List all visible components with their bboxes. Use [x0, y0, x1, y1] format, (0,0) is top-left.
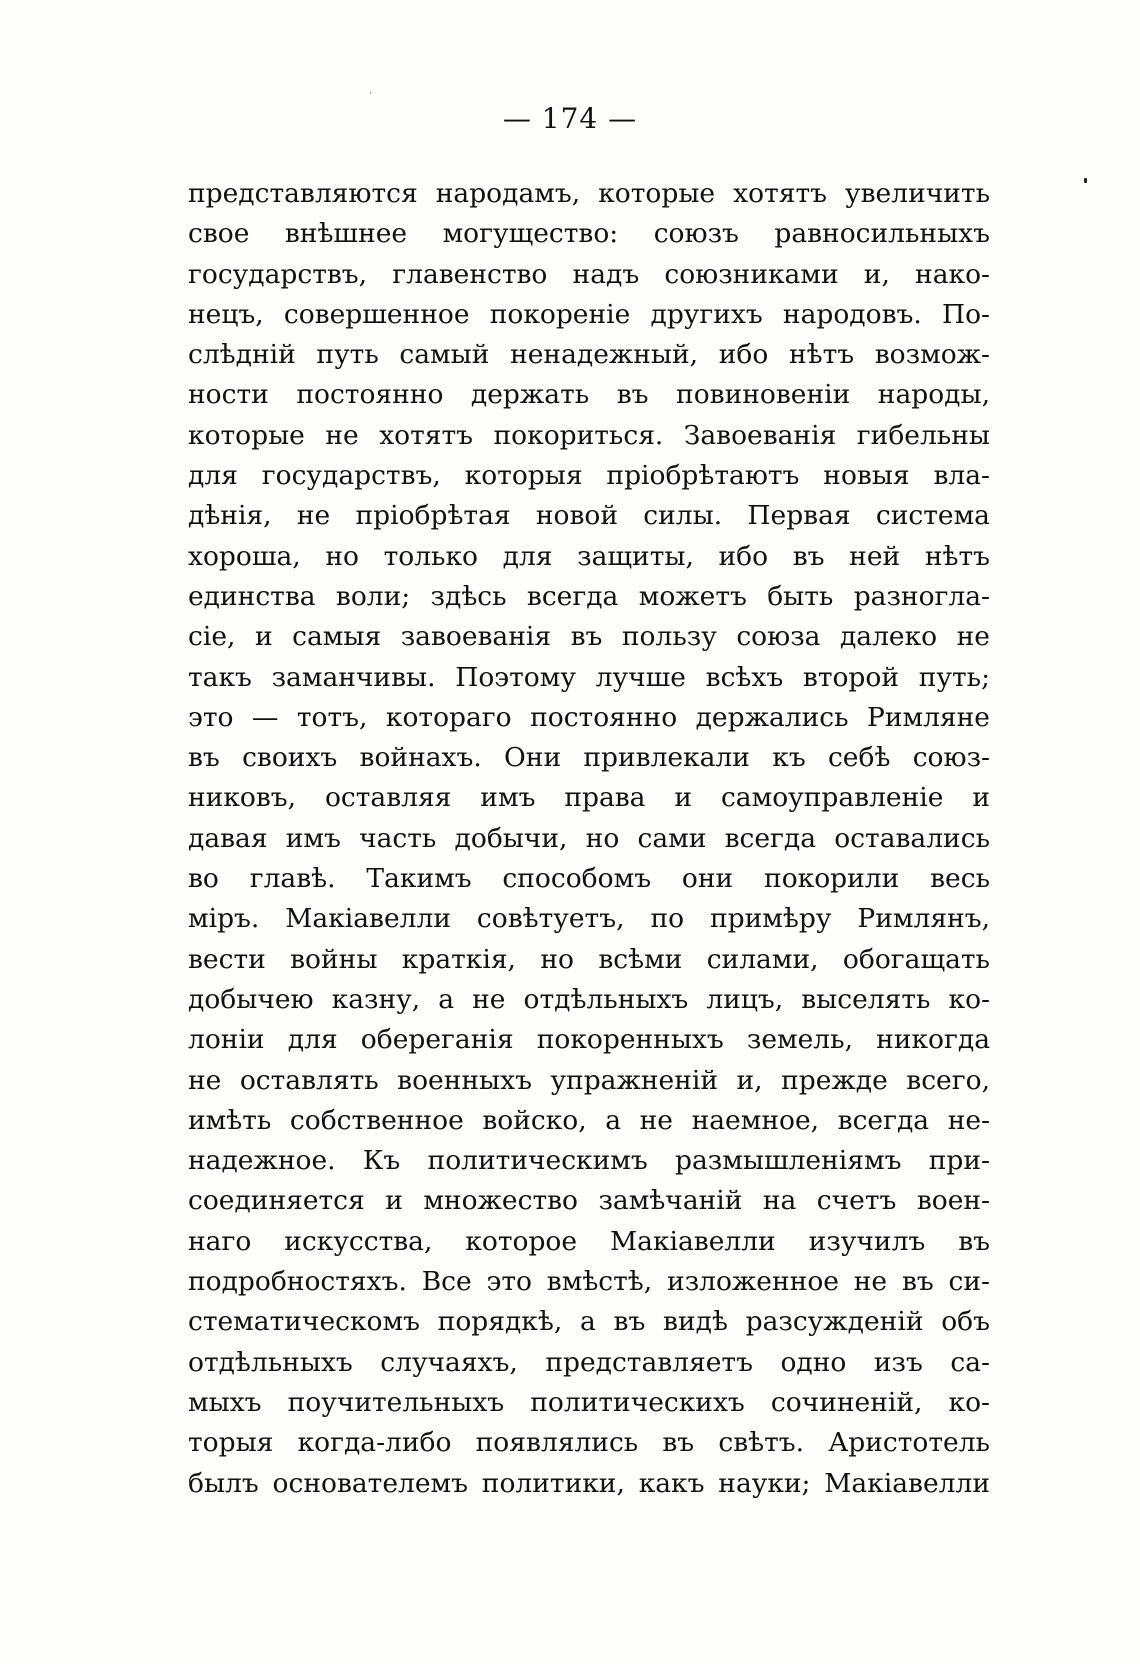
text-line: вести войны краткія, но всѣми силами, обогащать: [188, 943, 990, 975]
text-line: добычею казну, а не отдѣльныхъ лицъ, выселять ко-: [188, 983, 990, 1015]
text-line: единства воли; здѣсь всегда можетъ быть разногла-: [188, 580, 990, 612]
text-line: во главѣ. Такимъ способомъ они покорили весь: [188, 863, 990, 895]
text-line: для государствъ, которыя пріобрѣтаютъ новыя вла-: [188, 460, 990, 492]
text-line: отдѣльныхъ случаяхъ, представляетъ одно изъ са-: [188, 1346, 990, 1378]
text-line: никовъ, оставляя имъ права и самоуправленіе и: [188, 782, 990, 814]
text-line: надежное. Къ политическимъ размышленіямъ при-: [188, 1145, 990, 1177]
text-line: слѣдній путь самый ненадежный, ибо нѣтъ возмож-: [188, 339, 990, 371]
text-line: которые не хотятъ покориться. Завоеванія гибельны: [188, 419, 990, 451]
text-line: представляются народамъ, которые хотятъ увеличить: [188, 178, 990, 209]
text-line: нецъ, совершенное покореніе другихъ народовъ. По-: [188, 298, 990, 330]
text-line: міръ. Макіавелли совѣтуетъ, по примѣру Римлянъ,: [188, 903, 990, 935]
text-line: былъ основателемъ политики, какъ науки; Макіавелли: [188, 1467, 990, 1499]
paper-speck: [370, 92, 371, 94]
body-text: [188, 174, 990, 1504]
text-line: давая имъ часть добычи, но сами всегда оставались: [188, 822, 990, 854]
text-line: хороша, но только для защиты, ибо въ ней нѣтъ: [188, 540, 990, 572]
text-line: соединяется и множество замѣчаній на счетъ воен-: [188, 1185, 990, 1217]
text-line: дѣнія, не пріобрѣтая новой силы. Первая система: [188, 500, 990, 532]
text-line: это — тотъ, котораго постоянно держались Римляне: [188, 701, 990, 733]
text-line: не оставлять военныхъ упражненій и, прежде всего,: [188, 1064, 990, 1096]
page-number: — 174 —: [502, 102, 638, 135]
ink-speck: [1084, 178, 1087, 183]
text-line: наго искусства, которое Макіавелли изучилъ въ: [188, 1225, 990, 1257]
text-line: въ своихъ войнахъ. Они привлекали къ себѣ союз-: [188, 742, 990, 774]
text-line: государствъ, главенство надъ союзниками и, нако-: [188, 258, 990, 290]
text-line: мыхъ поучительныхъ политическихъ сочиненій, ко-: [188, 1386, 990, 1418]
text-line: сіе, и самыя завоеванія въ пользу союза далеко не: [188, 621, 990, 653]
text-line: свое внѣшнее могущество: союзъ равносильныхъ: [188, 218, 990, 250]
text-line: лоніи для обереганія покоренныхъ земель, никогда: [188, 1024, 990, 1056]
text-line: торыя когда-либо появлялись въ свѣтъ. Аристотель: [188, 1427, 990, 1459]
text-line: подробностяхъ. Все это вмѣстѣ, изложенное не въ си-: [188, 1266, 990, 1298]
text-line: ности постоянно держать въ повиновеніи народы,: [188, 379, 990, 411]
text-line: имѣть собственное войско, а не наемное, всегда не-: [188, 1104, 990, 1136]
text-line: такъ заманчивы. Поэтому лучше всѣхъ второй путь;: [188, 661, 990, 693]
text-line: стематическомъ порядкѣ, а въ видѣ разсужденій объ: [188, 1306, 990, 1338]
